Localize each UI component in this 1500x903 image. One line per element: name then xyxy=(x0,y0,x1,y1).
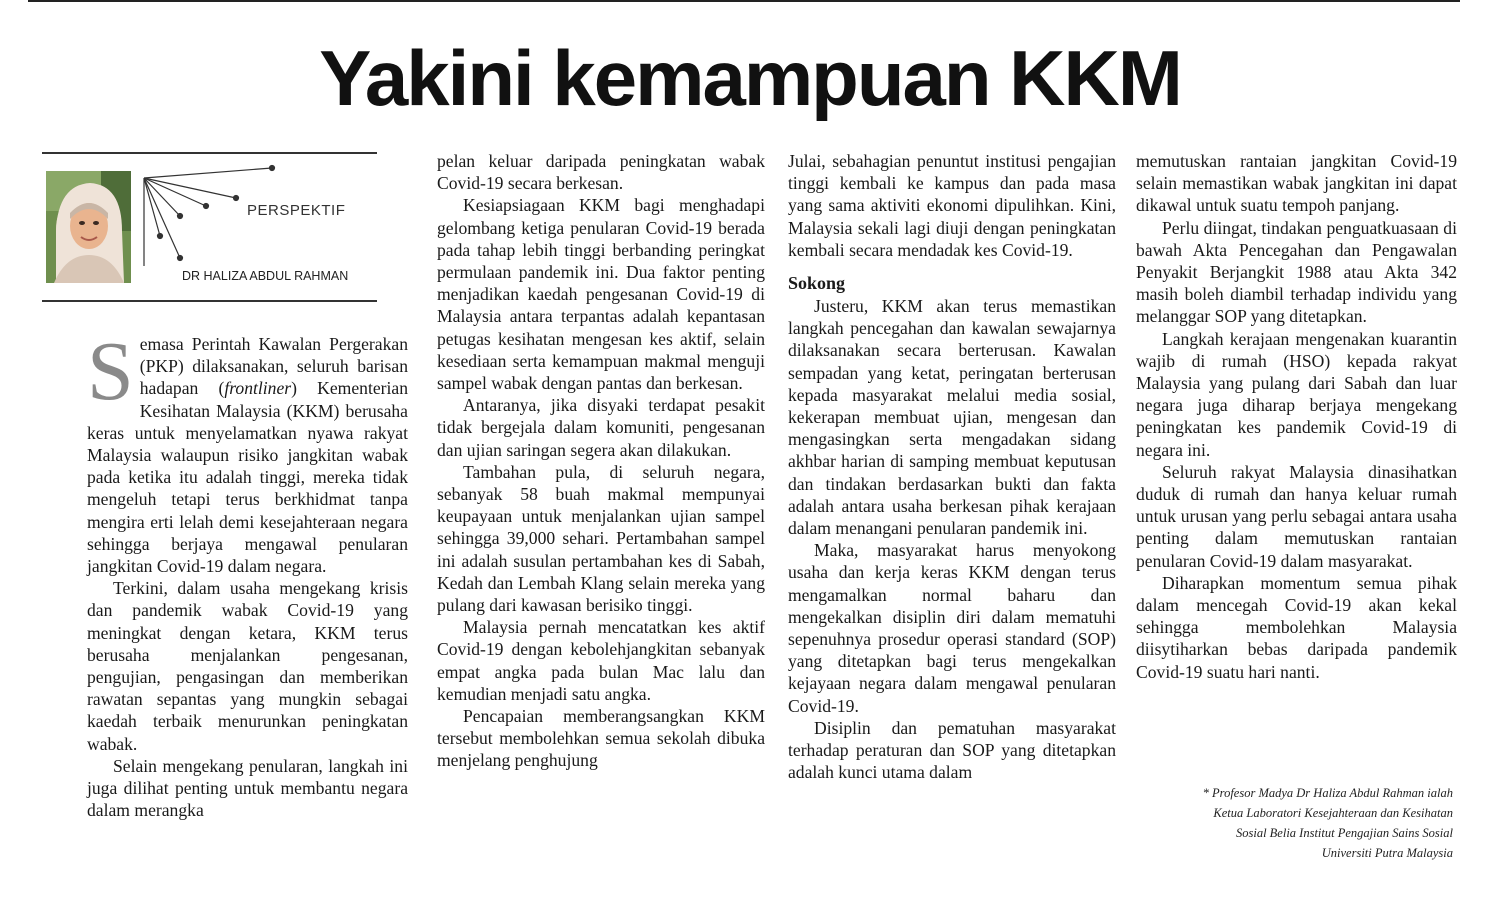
paragraph: Selain mengekang penularan, langkah ini juga dilihat penting untuk membantu negara dalam merangka xyxy=(87,755,408,821)
paragraph: Seluruh rakyat Malaysia dinasihatkan duduk di rumah dan hanya keluar rumah untuk urusan yang perlu sebagai antara usaha penting dalam memutuskan rantaian penularan Covid-19 dalam masyarakat. xyxy=(1136,461,1457,571)
paragraph: Antaranya, jika disyaki terdapat pesakit tidak bergejala dalam komuniti, pengesanan dan ujian saringan segera akan dilakukan. xyxy=(437,395,765,460)
headline: Yakini kemampuan KKM xyxy=(319,34,1181,122)
paragraph: Pencapaian memberangsangkan KKM tersebut membolehkan semua sekolah dibuka menjelang penghujung xyxy=(437,706,765,771)
paragraph-text: emasa Perintah Kawalan Pergerakan (PKP) dilaksanakan, seluruh barisan hadapan ( xyxy=(139,334,408,399)
article-column-2 xyxy=(437,150,765,772)
author-name: DR HALIZA ABDUL RAHMAN xyxy=(182,269,349,283)
author-footnote xyxy=(1130,783,1453,863)
footnote-line: Universiti Putra Malaysia xyxy=(1321,846,1453,860)
author-box-bottom-rule xyxy=(42,300,377,302)
paragraph: Malaysia pernah mencatatkan kes aktif Covid-19 dengan kebolehjangkitan sebanyak empat angka pada bulan Mac lalu dan kemudian menjadi satu angka. xyxy=(437,617,765,704)
paragraph: Justeru, KKM akan terus memastikan langkah pencegahan dan kawalan sewajarnya dilaksanakan secara berterusan. Kawalan sempadan yang ketat, peringatan berterusan kepada masyarakat melalui media sosial, kekerapan membuat ujian, mengesan dan mengasingkan serta mengadakan sidang akhbar harian di samping membuat keputusan dan tindakan berdasarkan bukti dan fakta adalah antara usaha berkesan pihak kerajaan dalam menangani penularan pandemik ini. xyxy=(788,296,1116,539)
author-box xyxy=(42,152,377,302)
paragraph: Perlu diingat, tindakan penguatkuasaan di bawah Akta Pencegahan dan Pengawalan Penyakit Berjangkit 1988 atau Akta 342 masih boleh diambil terhadap individu yang melanggar SOP yang ditetapkan. xyxy=(1136,217,1457,327)
drop-cap: S xyxy=(87,325,134,418)
paragraph xyxy=(87,325,408,577)
paragraph: Kesiapsiagaan KKM bagi menghadapi gelombang ketiga penularan Covid-19 berada pada tahap lebih tinggi berbanding peringkat permulaan pandemik ini. Dua faktor penting menjadikan kaedah pengesanan Covid-19 di Malaysia antara terpantas adalah kepantasan petugas kesihatan mengesan kes aktif, selain kesediaan serta kemampuan makmal menguji sampel wabak dengan pantas dan berkesan. xyxy=(437,195,765,394)
subheading: Sokong xyxy=(788,273,846,294)
top-rule xyxy=(28,0,1460,2)
paragraph: Disiplin dan pematuhan masyarakat terhadap peraturan dan SOP yang ditetapkan adalah kunci utama dalam xyxy=(788,717,1116,783)
author-portrait-image xyxy=(46,171,131,283)
paragraph: Maka, masyarakat harus menyokong usaha dan kerja keras KKM dengan terus mengamalkan normal baharu dan mengekalkan disiplin diri dalam mematuhi sepenuhnya prosedur operasi standard (SOP) yang ditetapkan bagi terus mengekalkan kejayaan negara dalam mengawal penularan Covid-19. xyxy=(788,540,1116,716)
paragraph: Diharapkan momentum semua pihak dalam mencegah Covid-19 akan kekal sehingga membolehkan Malaysia diisytiharkan bebas daripada pandemik Covid-19 suatu hari nanti. xyxy=(1136,572,1457,682)
paragraph-text: ) Kementerian Kesihatan Malaysia (KKM) berusaha keras untuk menyelamatkan nyawa rakyat Malaysia walaupun risiko jangkitan wabak pada ketika itu adalah tinggi, mereka tidak mengeluh tetapi terus berkhidmat tanpa mengira erti lelah demi kesejahteraan negara sehingga berjaya mengawal penularan jangkitan Covid-19 dalam negara. xyxy=(87,378,408,577)
article-column-1 xyxy=(87,325,408,821)
footnote-line: Ketua Laboratori Kesejahteraan dan Kesihatan xyxy=(1213,806,1453,820)
author-box-top-rule xyxy=(42,152,377,154)
paragraph: Tambahan pula, di seluruh negara, sebanyak 58 buah makmal mempunyai keupayaan untuk menjalankan ujian sampel sehingga 39,000 sehari. Pertambahan sampel ini adalah susulan pertambahan kes di Sabah, Kedah dan Lembah Klang selain mereka yang pulang dari kawasan berisiko tinggi. xyxy=(437,461,765,616)
paragraph: Terkini, dalam usaha mengekang krisis dan pandemik wabak Covid-19 yang meningkat dengan ketara, KKM terus berusaha menjalankan pengesanan, pengujian, pengasingan dan memberikan rawatan sepantas yang mungkin sebagai kaedah terbaik menurunkan peningkatan wabak. xyxy=(87,578,408,754)
paragraph: memutuskan rantaian jangkitan Covid-19 selain memastikan wabak jangkitan ini dapat dikawal untuk suatu tempoh panjang. xyxy=(1136,151,1457,216)
article-column-4 xyxy=(1136,150,1457,683)
column-label: PERSPEKTIF xyxy=(247,202,346,219)
paragraph: pelan keluar daripada peningkatan wabak Covid-19 secara berkesan. xyxy=(437,151,765,194)
paragraph: Julai, sebahagian penuntut institusi pengajian tinggi kembali ke kampus dan pada masa yang sama aktiviti ekonomi dipulihkan. Kini, Malaysia sekali lagi diuji dengan peningkatan kembali secara mendadak kes Covid-19. xyxy=(788,151,1116,260)
footnote-line: Sosial Belia Institut Pengajian Sains Sosial xyxy=(1235,826,1453,840)
italic-term: frontliner xyxy=(224,378,292,399)
footnote-line: * Profesor Madya Dr Haliza Abdul Rahman ialah xyxy=(1202,786,1453,800)
article-column-3 xyxy=(788,150,1116,783)
paragraph: Langkah kerajaan mengenakan kuarantin wajib di rumah (HSO) kepada rakyat Malaysia yang pulang dari Sabah dan luar negara juga diharap berjaya mengekang peningkatan kes pandemik Covid-19 di negara ini. xyxy=(1136,328,1457,460)
author-photo xyxy=(46,171,131,283)
